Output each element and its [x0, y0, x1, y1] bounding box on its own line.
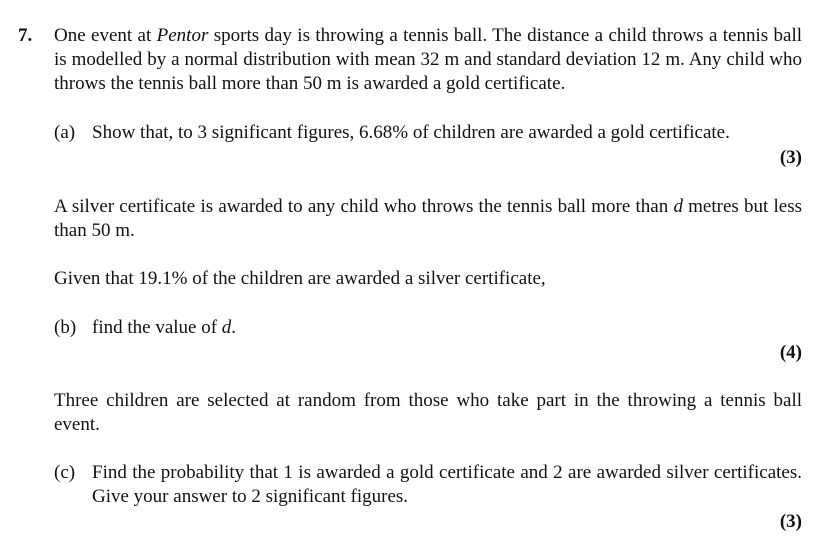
part-a [54, 121, 802, 145]
three-children-text: Three children are selected at random from those who take part in the throwing a tennis ball event. [54, 390, 802, 435]
question-number: 7. [18, 25, 33, 46]
part-b-label: (b) [54, 317, 77, 338]
part-a-text: Show that, to 3 significant figures, 6.68% of children are awarded a gold certificate. [92, 122, 730, 143]
variable-d: d [673, 196, 683, 217]
part-b-marks: (4) [779, 342, 802, 363]
part-c-marks: (3) [779, 511, 802, 532]
part-c-text: Find the probability that 1 is awarded a gold certificate and 2 are awarded silver certificates. Give your answer to 2 significant figures. [92, 462, 802, 507]
silver-certificate-text [54, 195, 802, 243]
given-text: Given that 19.1% of the children are awarded a silver certificate, [54, 268, 546, 289]
part-b-text-post: . [231, 317, 237, 338]
silver-text-pre: A silver certificate is awarded to any child who throws the tennis ball more than [54, 196, 674, 217]
part-b-variable-d: d [221, 317, 232, 338]
part-b-text-pre: find the value of [92, 317, 222, 338]
part-b-text [92, 316, 802, 340]
silver-text-post: metres but less than 50 m. [54, 196, 802, 241]
event-name: Pentor [156, 25, 209, 46]
intro-text-pre: One event at [54, 25, 157, 46]
part-a-marks: (3) [779, 147, 802, 168]
intro-text-post: sports day is throwing a tennis ball. The distance a child throws a tennis ball is modelled by a normal distribution with mean 32 m and standard deviation 12 m. Any child who throws the tennis ball more than 50 m is awarded a gold certificate. [54, 25, 802, 94]
part-a-label: (a) [54, 122, 76, 143]
question-intro [54, 24, 802, 96]
part-c [54, 461, 802, 509]
part-b [54, 316, 802, 340]
part-c-label: (c) [54, 462, 76, 483]
